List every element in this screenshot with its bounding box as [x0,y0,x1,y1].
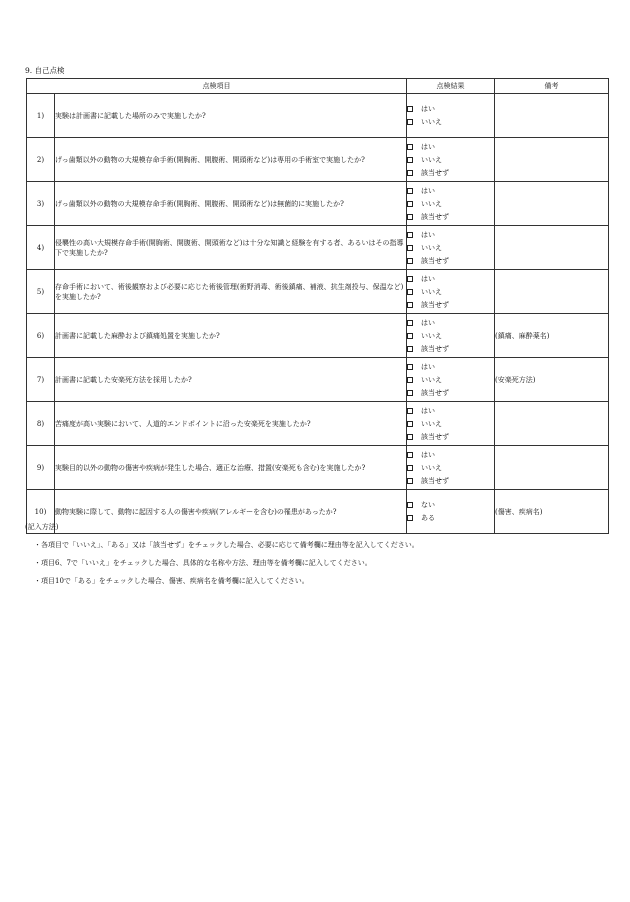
inspection-item-text: 侵襲性の高い大規模存命手術(開胸術、開腹術、開頭術など)は十分な知識と経験を有する者、あるいはその指導下で実施したか? [55,226,407,270]
option-label: いいえ [421,419,442,428]
result-option[interactable] [407,373,494,386]
option-label: 該当せず [421,388,449,397]
table-row [27,94,609,138]
remarks-cell[interactable] [495,138,609,182]
table-row [27,138,609,182]
result-option[interactable] [407,140,494,153]
checkbox[interactable] [407,408,413,414]
result-option[interactable] [407,254,494,267]
option-label: いいえ [421,118,442,126]
checkbox[interactable] [407,478,413,484]
table-row [27,446,609,490]
checkbox[interactable] [407,502,413,508]
option-label: いいえ [421,155,442,164]
inspection-item-text: 実験は計画書に記載した場所のみで実施したか? [55,94,407,138]
option-label: 該当せず [421,476,449,485]
inspection-result-options [407,182,495,226]
inspection-item-text: 苦痛度が高い実験において、人道的エンドポイントに沿った安楽死を実施したか? [55,402,407,446]
checkbox[interactable] [407,377,413,383]
item-number: 2) [27,138,55,182]
table-header-row [27,79,609,94]
inspection-result-options [407,358,495,402]
checkbox[interactable] [407,214,413,220]
checkbox[interactable] [407,258,413,264]
checkbox[interactable] [407,346,413,352]
result-option[interactable] [407,316,494,329]
table-row [27,358,609,402]
result-option[interactable] [407,166,494,179]
remarks-cell[interactable] [495,226,609,270]
inspection-result-options [407,138,495,182]
inspection-result-options [407,402,495,446]
remarks-cell[interactable] [495,270,609,314]
item-number: 10) [27,490,55,534]
inspection-item-text: 実験目的以外の動物の傷害や疾病が発生した場合、適正な治療、措置(安楽死も含む)を実施したか? [55,446,407,490]
inspection-result-options [407,270,495,314]
remarks-cell[interactable] [495,182,609,226]
result-option[interactable] [407,512,494,525]
result-option[interactable] [407,116,494,129]
remarks-cell[interactable]: (鎮痛、麻酔薬名) [495,314,609,358]
result-option[interactable] [407,474,494,487]
result-option[interactable] [407,448,494,461]
instructions-list [34,536,419,590]
instruction-item: ・項目10で「ある」をチェックした場合、傷害、疾病名を備考欄に記入してください。 [34,577,309,585]
result-option[interactable] [407,430,494,443]
option-label: いいえ [421,199,442,208]
result-option[interactable] [407,285,494,298]
result-option[interactable] [407,461,494,474]
result-option[interactable] [407,197,494,210]
item-number: 7) [27,358,55,402]
result-option[interactable] [407,228,494,241]
remarks-cell[interactable] [495,402,609,446]
option-label: はい [421,274,435,283]
result-option[interactable] [407,298,494,311]
option-label: ある [421,514,435,522]
option-label: はい [421,318,435,327]
checkbox[interactable] [407,320,413,326]
result-option[interactable] [407,404,494,417]
table-row [27,314,609,358]
checkbox[interactable] [407,232,413,238]
checkbox[interactable] [407,333,413,339]
result-option[interactable] [407,241,494,254]
inspection-result-options [407,94,495,138]
result-option[interactable] [407,272,494,285]
option-label: 該当せず [421,168,449,177]
checkbox[interactable] [407,421,413,427]
remarks-cell[interactable]: (安楽死方法) [495,358,609,402]
item-number: 5) [27,270,55,314]
result-option[interactable] [407,184,494,197]
result-option[interactable] [407,103,494,116]
instruction-item: ・項目6、7で「いいえ」をチェックした場合、具体的な名称や方法、理由等を備考欄に記入してください。 [34,559,372,567]
checkbox[interactable] [407,144,413,150]
checkbox[interactable] [407,245,413,251]
item-number: 8) [27,402,55,446]
self-inspection-table [26,78,609,534]
result-option[interactable] [407,417,494,430]
header-inspection-result: 点検結果 [407,79,495,94]
header-remarks: 備考 [495,79,609,94]
table-row [27,402,609,446]
option-label: いいえ [421,287,442,296]
option-label: いいえ [421,375,442,384]
option-label: いいえ [421,331,442,340]
item-number: 4) [27,226,55,270]
option-label: はい [421,105,435,113]
result-option[interactable] [407,499,494,512]
option-label: 該当せず [421,212,449,221]
inspection-item-text: げっ歯類以外の動物の大規模存命手術(開胸術、開腹術、開頭術など)は無菌的に実施したか? [55,182,407,226]
result-option[interactable] [407,360,494,373]
inspection-result-options [407,490,495,534]
inspection-item-text: 計画書に記載した麻酔および鎮痛処置を実施したか? [55,314,407,358]
checkbox[interactable] [407,434,413,440]
result-option[interactable] [407,210,494,223]
checkbox[interactable] [407,170,413,176]
option-label: はい [421,230,435,239]
checkbox[interactable] [407,302,413,308]
option-label: はい [421,142,435,151]
section-title: 9. 自己点検 [25,66,65,75]
option-label: 該当せず [421,256,449,265]
option-label: 該当せず [421,300,449,309]
option-label: はい [421,450,435,459]
table-row [27,226,609,270]
option-label: いいえ [421,463,442,472]
option-label: はい [421,186,435,195]
inspection-item-text: げっ歯類以外の動物の大規模存命手術(開胸術、開腹術、開頭術など)は専用の手術室で実施したか? [55,138,407,182]
checkbox[interactable] [407,515,413,521]
checkbox[interactable] [407,201,413,207]
inspection-item-text: 計画書に記載した安楽死方法を採用したか? [55,358,407,402]
item-number: 3) [27,182,55,226]
checkbox[interactable] [407,276,413,282]
checkbox[interactable] [407,390,413,396]
instruction-item: ・各項目で「いいえ」、「ある」又は「該当せず」をチェックした場合、必要に応じて備考欄に理由等を記入してください。 [34,541,419,549]
inspection-item-text: 動物実験に際して、動物に起因する人の傷害や疾病(アレルギーを含む)の罹患があったか? [55,490,407,534]
inspection-result-options [407,446,495,490]
item-number: 1) [27,94,55,138]
table-row [27,270,609,314]
checkbox[interactable] [407,289,413,295]
remarks-cell[interactable] [495,446,609,490]
inspection-result-options [407,314,495,358]
result-option[interactable] [407,329,494,342]
header-inspection-item: 点検項目 [27,79,407,94]
option-label: はい [421,362,435,371]
table-row [27,490,609,534]
result-option[interactable] [407,153,494,166]
result-option[interactable] [407,386,494,399]
checkbox[interactable] [407,106,413,112]
inspection-item-text: 存命手術において、術後観察および必要に応じた術後管理(術野消毒、術後鎮痛、補液、抗生剤投与、保温など)を実施したか? [55,270,407,314]
remarks-cell[interactable] [495,94,609,138]
option-label: 該当せず [421,344,449,353]
result-option[interactable] [407,342,494,355]
instructions-heading: (記入方法) [25,523,59,531]
checkbox[interactable] [407,119,413,125]
option-label: 該当せず [421,432,449,441]
option-label: ない [421,501,435,509]
remarks-cell[interactable]: (傷害、疾病名) [495,490,609,534]
table-row [27,182,609,226]
checkbox[interactable] [407,465,413,471]
item-number: 9) [27,446,55,490]
item-number: 6) [27,314,55,358]
option-label: いいえ [421,243,442,252]
table-body [27,94,609,534]
checkbox[interactable] [407,157,413,163]
option-label: はい [421,406,435,415]
checkbox[interactable] [407,364,413,370]
checkbox[interactable] [407,188,413,194]
checkbox[interactable] [407,452,413,458]
inspection-result-options [407,226,495,270]
